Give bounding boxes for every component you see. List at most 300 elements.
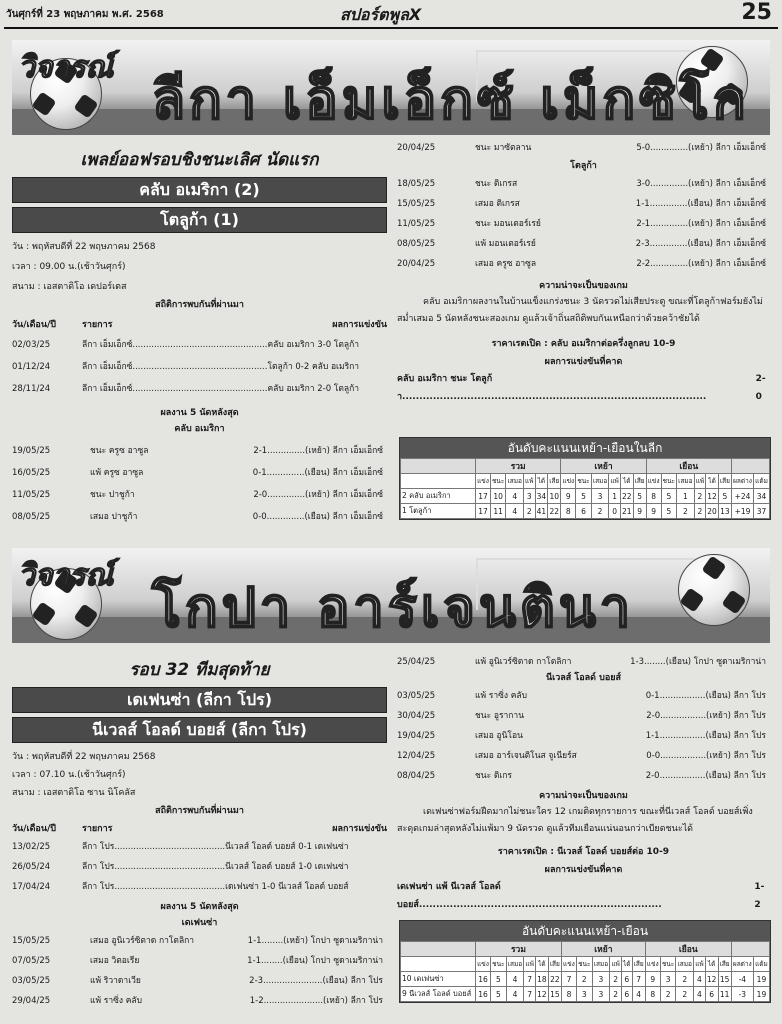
standings-table — [399, 920, 771, 1003]
form-score: 0-1..............(เยือน) ลีกา เอ็มเอ็กซ์ — [252, 468, 383, 478]
standings-cell: 9 — [646, 504, 661, 519]
standings-cell: 0 — [609, 504, 621, 519]
form-score: 1-1........(เยือน) โกปา ซูดาเมริกาน่า — [247, 956, 383, 966]
standings-cell: 2 — [610, 987, 622, 1002]
section2-left-column — [12, 656, 387, 1009]
h2h-row — [12, 381, 387, 397]
form-opponent: เสมอ อาร์เจนติโนส จูเนียร์ส — [475, 751, 577, 761]
form-opponent: เสมอ ติเกรส — [475, 199, 520, 209]
standings-cell: +19 — [731, 504, 753, 519]
standings-cell: 2 — [694, 504, 706, 519]
sub-header: แพ้ — [609, 474, 621, 489]
sub-header: เสมอ — [591, 474, 609, 489]
prediction-text: เดเฟนซ่า แพ้ นีเวลส์ โอลด์ บอยส์....................................................................... — [397, 882, 662, 910]
h2h-text: ลีกา เอ็มเอ็กซ์..................................................คลับ อเมริกา 2-0 โตลูก้า — [82, 384, 360, 394]
standings-table — [399, 437, 771, 520]
form-opponent: เสมอ วิตอเรีย — [90, 956, 140, 966]
standings-cell: 17 — [476, 489, 491, 504]
sub-header: แข่ง — [561, 957, 576, 972]
standings-cell: 1 — [677, 489, 695, 504]
sub-header: เสีย — [718, 957, 731, 972]
predict-title: ผลการแข่งขันที่คาด — [544, 357, 623, 367]
standings-row — [401, 972, 770, 987]
form-score: 1-1..............(เยือน) ลีกา เอ็มเอ็กซ์ — [635, 199, 766, 209]
form-row — [12, 973, 387, 989]
blank-cell — [731, 459, 769, 474]
form-score: 2-0..............(เหย้า) ลีกา เอ็มเอ็กซ์ — [253, 490, 383, 500]
form-row — [12, 487, 387, 503]
match-round: รอบ 32 ทีมสุดท้าย — [129, 660, 270, 680]
h2h-text: ลีกา โปร.........................................นีเวลส์ โอลด์ บอยส์ 0-1 เดเฟนซ่า — [82, 842, 349, 852]
standings-cell: 5 — [718, 489, 731, 504]
match-day: วัน : พฤหัสบดีที่ 22 พฤษภาคม 2568 — [12, 752, 156, 762]
sub-header: ชนะ — [490, 474, 506, 489]
form-opponent: แพ้ มอนเตอร์เรย์ — [475, 239, 536, 249]
form-score: 2-0.................(เหย้า) ลีกา โปร — [646, 711, 766, 721]
standings-cell: 20 — [706, 504, 719, 519]
team1-form-title: เดเฟนซ่า — [181, 918, 218, 928]
h2h-row — [12, 859, 387, 875]
form-date: 15/05/25 — [12, 936, 51, 946]
standings-cell: 19 — [753, 987, 769, 1002]
standings-cell: +24 — [731, 489, 753, 504]
match-round: เพลย์ออฟรอบชิงชนะเลิศ นัดแรก — [80, 150, 319, 170]
standings-cell: 4 — [506, 987, 524, 1002]
standings-cell: 22 — [548, 972, 561, 987]
section1-right-column — [397, 140, 770, 406]
form-opponent: เสมอ ครูซ อาซูล — [475, 259, 537, 269]
form-opponent: ชนะ อูรากาน — [475, 711, 525, 721]
stadium: สนาม : เอสตาดิโอ เดปอร์เตส — [12, 282, 127, 292]
form-date: 19/05/25 — [12, 446, 51, 456]
standings-title: อันดับคะแนนเหย้า-เยือน — [400, 921, 770, 941]
section-title: โกปา อาร์เจนตินา — [152, 576, 635, 639]
form-opponent: แพ้ ราซิ่ง คลับ — [475, 691, 528, 701]
sub-header: แข่ง — [476, 957, 491, 972]
sub-header: เสมอ — [676, 957, 694, 972]
section1-banner — [12, 40, 770, 135]
form-date: 20/04/25 — [397, 259, 436, 269]
header-rule — [4, 27, 778, 29]
stadium: สนาม : เอสตาดิโอ ซาน นิโคลัส — [12, 788, 136, 798]
form-row — [12, 993, 387, 1009]
h2h-col-date: วัน/เดือน/ปี — [12, 320, 56, 330]
standings-cell: 7 — [524, 987, 536, 1002]
form-row — [12, 953, 387, 969]
form-opponent: เสมอ อูนิโอน — [475, 731, 523, 741]
standings-cell: 4 — [506, 489, 524, 504]
standings-cell: 17 — [476, 504, 491, 519]
h2h-date: 02/03/25 — [12, 340, 51, 350]
form-date: 11/05/25 — [397, 219, 436, 229]
form-date: 30/04/25 — [397, 711, 436, 721]
h2h-row — [12, 359, 387, 375]
form-opponent: แพ้ ราซิ่ง คลับ — [90, 996, 143, 1006]
h2h-row — [12, 337, 387, 353]
section2-right-column — [397, 654, 770, 914]
form-date: 08/04/25 — [397, 771, 436, 781]
standings-cell: 10 — [548, 489, 561, 504]
standings-cell: 2 — [591, 504, 609, 519]
standings-cell: 11 — [490, 504, 506, 519]
standings-row — [401, 504, 770, 519]
section-kicker: วิจารณ์ — [18, 50, 114, 85]
h2h-text: ลีกา โปร.........................................นีเวลส์ โอลด์ บอยส์ 1-0 เดเฟนซ่า — [82, 862, 349, 872]
form-date: 03/05/25 — [397, 691, 436, 701]
standings-cell: 5 — [576, 489, 592, 504]
form-score: 0-0..............(เยือน) ลีกา เอ็มเอ็กซ์ — [252, 512, 383, 522]
group-total: รวม — [476, 942, 562, 957]
h2h-col-item: รายการ — [82, 824, 113, 834]
last5-title: ผลงาน 5 นัดหลังสุด — [160, 902, 239, 912]
sub-header: ได้ — [620, 474, 633, 489]
standings-cell: 2 — [660, 987, 676, 1002]
form-date: 08/05/25 — [397, 239, 436, 249]
form-score: 2-3......................(เยือน) ลีกา โปร — [249, 976, 383, 986]
last5-title: ผลงาน 5 นัดหลังสุด — [160, 408, 239, 418]
standings-team: 10 เดเฟนซ่า — [401, 972, 476, 987]
form-score: 2-1..............(เหย้า) ลีกา เอ็มเอ็กซ์ — [636, 219, 766, 229]
form-date: 16/05/25 — [12, 468, 51, 478]
away-team-bar: โตลูก้า (1) — [12, 207, 387, 233]
standings-cell: 21 — [620, 504, 633, 519]
standings-cell: 5 — [661, 504, 677, 519]
sub-header: เสมอ — [506, 957, 524, 972]
match-day: วัน : พฤหัสบดีที่ 22 พฤษภาคม 2568 — [12, 242, 156, 252]
kickoff-time: เวลา : 07.10 น.(เช้าวันศุกร์) — [12, 770, 126, 780]
sub-header: แข่ง — [561, 474, 576, 489]
h2h-header — [12, 317, 387, 333]
form-score: 0-1.................(เยือน) ลีกา โปร — [645, 691, 766, 701]
standings-cell: 10 — [490, 489, 506, 504]
standings-cell: 3 — [523, 489, 535, 504]
standings-subheader — [401, 957, 770, 972]
form-row — [397, 196, 770, 212]
standings-cell: 5 — [661, 489, 677, 504]
h2h-col-item: รายการ — [82, 320, 113, 330]
form-opponent: ชนะ ปาชูก้า — [90, 490, 135, 500]
standings-cell: 7 — [524, 972, 536, 987]
standings-cell: 3 — [660, 972, 676, 987]
standings-cell: 22 — [548, 504, 561, 519]
standings-cell: 8 — [645, 987, 660, 1002]
standings-cell: 3 — [576, 987, 592, 1002]
home-team-bar: คลับ อเมริกา (2) — [12, 177, 387, 203]
form-opponent: ชนะ ติเกรส — [475, 179, 518, 189]
h2h-text: ลีกา เอ็มเอ็กซ์..................................................คลับ อเมริกา 3-0 โตลูก้า — [82, 340, 360, 350]
standings-team: 2 คลับ อเมริกา — [401, 489, 476, 504]
standings-cell: 12 — [535, 987, 548, 1002]
form-row — [397, 140, 770, 156]
h2h-title: สถิติการพบกันที่ผ่านมา — [155, 806, 244, 816]
form-row — [397, 728, 770, 744]
prediction-score: 2-0 — [755, 374, 766, 402]
sub-header: ได้ — [621, 957, 632, 972]
sub-header: เสีย — [718, 474, 731, 489]
section-title: ลีกา เอ็มเอ็กซ์ เม็กซิโก — [152, 68, 750, 131]
h2h-row — [12, 879, 387, 895]
form-date: 08/05/25 — [12, 512, 51, 522]
sub-header: ผลต่าง — [731, 474, 753, 489]
sub-header: แพ้ — [694, 474, 706, 489]
blank-cell — [401, 957, 476, 972]
form-date: 07/05/25 — [12, 956, 51, 966]
sub-header: เสมอ — [592, 957, 610, 972]
form-opponent: ชนะ ครูซ อาซูล — [90, 446, 149, 456]
opening-odds: ราคาเรตเปิด : นีเวลส์ โอลด์ บอยส์ต่อ 10-9 — [497, 847, 670, 857]
form-row — [397, 768, 770, 784]
group-total: รวม — [476, 459, 561, 474]
standings-cell: 2 — [694, 489, 706, 504]
standings-cell: 2 — [676, 987, 694, 1002]
standings-cell: 6 — [705, 987, 718, 1002]
group-away: เยือน — [645, 942, 731, 957]
form-row — [397, 708, 770, 724]
standings-cell: 22 — [620, 489, 633, 504]
standings-cell: 41 — [535, 504, 548, 519]
team2-form-title: นีเวลส์ โอลด์ บอยส์ — [545, 673, 622, 683]
standings-cell: 9 — [561, 489, 576, 504]
sub-header: ชนะ — [576, 474, 592, 489]
form-score: 1-2......................(เหย้า) ลีกา โปร — [249, 996, 383, 1006]
standings-cell: 34 — [535, 489, 548, 504]
standings-title: อันดับคะแนนเหย้า-เยือนในลีก — [400, 438, 770, 458]
form-row — [12, 443, 387, 459]
group-away: เยือน — [646, 459, 731, 474]
opening-odds: ราคาเรตเปิด : คลับ อเมริกาต่อครึ่งลูกลบ 10-9 — [491, 339, 676, 349]
standings-cell: 4 — [694, 972, 706, 987]
standings-cell: 1 — [609, 489, 621, 504]
section-kicker: วิจารณ์ — [18, 558, 114, 593]
blank-cell — [731, 942, 769, 957]
standings-cell: 19 — [753, 972, 769, 987]
form-opponent: แพ้ ริวาดาเวีย — [90, 976, 141, 986]
h2h-title: สถิติการพบกันที่ผ่านมา — [155, 300, 244, 310]
sub-header: ได้ — [535, 474, 548, 489]
standings-cell: 7 — [632, 972, 645, 987]
home-team-bar: เดเฟนซ่า (ลีกา โปร) — [12, 687, 387, 713]
standings-cell: 2 — [610, 972, 622, 987]
page-header — [0, 0, 782, 30]
form-score: 2-0.................(เยือน) ลีกา โปร — [645, 771, 766, 781]
standings-cell: 3 — [592, 987, 610, 1002]
prediction — [397, 370, 770, 406]
football-icon — [678, 554, 750, 626]
sub-header: แต้ม — [753, 957, 769, 972]
standings-cell: 37 — [754, 504, 770, 519]
form-row — [397, 256, 770, 272]
standings-cell: 12 — [705, 972, 718, 987]
standings-cell: 7 — [561, 972, 576, 987]
form-row — [397, 176, 770, 192]
standings-subheader — [401, 474, 770, 489]
sub-header: ได้ — [706, 474, 719, 489]
form-opponent: ชนะ มอนเตอร์เรย์ — [475, 219, 541, 229]
blank-cell — [401, 942, 476, 957]
standings-cell: 12 — [706, 489, 719, 504]
sub-header: แต้ม — [754, 474, 770, 489]
standings-row — [401, 987, 770, 1002]
publication-logo: สปอร์ตพูลX — [340, 5, 422, 24]
sub-header: ชนะ — [576, 957, 592, 972]
standings-grid — [400, 458, 770, 519]
standings-cell: 13 — [718, 504, 731, 519]
group-home: เหย้า — [561, 459, 646, 474]
standings-team: 9 นีเวลส์ โอลด์ บอยส์ — [401, 987, 476, 1002]
standings-row — [401, 489, 770, 504]
standings-cell: 8 — [561, 504, 576, 519]
h2h-date: 28/11/24 — [12, 384, 51, 394]
h2h-col-result: ผลการแข่งขัน — [332, 320, 387, 330]
likely-text: คลับ อเมริกาผลงานในบ้านแข็งแกร่งชนะ 3 นัดรวดไม่เสียประตู ขณะที่โตลูก้าฟอร์มยังไม่สม่ำเสมอ 5 นัดหลังชนะสองเกม ดูแล้วเจ้าถิ่นสถิติพบกันเหนือกว่าด้วยคว้าชัยได้ — [397, 297, 763, 324]
form-date: 20/04/25 — [397, 143, 436, 153]
blank-cell — [401, 474, 476, 489]
h2h-col-result: ผลการแข่งขัน — [332, 824, 387, 834]
form-score: 1-1.................(เยือน) ลีกา โปร — [645, 731, 766, 741]
form-opponent: แพ้ อูนิเวร์ซิตาด กาโตลิกา — [475, 657, 572, 667]
form-score: 2-3..............(เยือน) ลีกา เอ็มเอ็กซ์ — [635, 239, 766, 249]
standings-cell: 2 — [676, 972, 694, 987]
form-date: 12/04/25 — [397, 751, 436, 761]
sub-header: แพ้ — [694, 957, 706, 972]
standings-cell: 8 — [561, 987, 576, 1002]
form-opponent: เสมอ อูนิเวร์ซิตาด กาโตลิกา — [90, 936, 195, 946]
standings-cell: 15 — [718, 972, 731, 987]
form-row — [397, 236, 770, 252]
form-opponent: ชนะ ติเกร — [475, 771, 512, 781]
form-score: 3-0..............(เหย้า) ลีกา เอ็มเอ็กซ์ — [636, 179, 766, 189]
form-date: 03/05/25 — [12, 976, 51, 986]
team2-form-title: โตลูก้า — [570, 161, 597, 171]
standings-cell: 3 — [592, 972, 610, 987]
h2h-col-date: วัน/เดือน/ปี — [12, 824, 56, 834]
sub-header: แข่ง — [476, 474, 491, 489]
form-score: 1-1........(เหย้า) โกปา ซูดาเมริกาน่า — [247, 936, 383, 946]
standings-cell: 18 — [535, 972, 548, 987]
standings-cell: 15 — [548, 987, 561, 1002]
standings-cell: 5 — [633, 489, 646, 504]
page-number: 25 — [741, 0, 772, 25]
h2h-date: 17/04/24 — [12, 882, 51, 892]
h2h-text: ลีกา โปร.........................................เดเฟนซ่า 1-0 นีเวลส์ โอลด์ บอยส์ — [82, 882, 349, 892]
sub-header: แพ้ — [523, 474, 535, 489]
form-opponent: ชนะ มาซัตลาน — [475, 143, 532, 153]
sub-header: แข่ง — [645, 957, 660, 972]
form-row — [12, 933, 387, 949]
standings-cell: -4 — [731, 972, 753, 987]
form-row — [397, 688, 770, 704]
section1-left-column — [12, 146, 387, 525]
sub-header: แพ้ — [610, 957, 622, 972]
standings-cell: 5 — [491, 972, 507, 987]
form-opponent: เสมอ ปาชูก้า — [90, 512, 138, 522]
likely-title: ความน่าจะเป็นของเกม — [539, 791, 628, 801]
sub-header: เสมอ — [677, 474, 695, 489]
sub-header: ได้ — [535, 957, 548, 972]
sub-header: เสีย — [548, 474, 561, 489]
standings-cell: 8 — [646, 489, 661, 504]
standings-cell: 6 — [621, 972, 632, 987]
sub-header: ชนะ — [661, 474, 677, 489]
prediction-score: 1-2 — [754, 882, 765, 910]
form-date: 11/05/25 — [12, 490, 51, 500]
standings-cell: 4 — [694, 987, 706, 1002]
h2h-date: 26/05/24 — [12, 862, 51, 872]
form-score: 1-3........(เยือน) โกปา ซูดาเมริกาน่า — [630, 657, 766, 667]
standings-cell: -3 — [731, 987, 753, 1002]
form-row — [12, 509, 387, 525]
form-score: 2-1..............(เหย้า) ลีกา เอ็มเอ็กซ์ — [253, 446, 383, 456]
form-date: 18/05/25 — [397, 179, 436, 189]
form-score: 2-2..............(เหย้า) ลีกา เอ็มเอ็กซ์ — [636, 259, 766, 269]
prediction-text: คลับ อเมริกา ชนะ โตลูก้า......................................................................................... — [397, 374, 707, 402]
form-row — [397, 654, 770, 670]
h2h-header — [12, 821, 387, 837]
blank-cell — [401, 459, 476, 474]
group-home: เหย้า — [561, 942, 645, 957]
h2h-date: 01/12/24 — [12, 362, 51, 372]
likely-text: เดเฟนซ่าฟอร์มฝืดมากไม่ชนะใคร 12 เกมติดทุกรายการ ขณะที่นีเวลส์ โอลด์ บอยส์เพิ่งสะดุดเกมล่าสุดหลังไม่แพ้มา 9 นัดรวด ดูแล้วทีมเยือนแน่นอนกว่าเบียดชนะได้ — [397, 807, 753, 834]
standings-cell: 16 — [476, 972, 491, 987]
form-score: 0-0.................(เหย้า) ลีกา โปร — [646, 751, 766, 761]
sub-header: ผลต่าง — [731, 957, 753, 972]
form-row — [397, 748, 770, 764]
sub-header: เสีย — [548, 957, 561, 972]
form-date: 25/04/25 — [397, 657, 436, 667]
prediction — [397, 878, 770, 914]
away-team-bar: นีเวลส์ โอลด์ บอยส์ (ลีกา โปร) — [12, 717, 387, 743]
section2-banner — [12, 548, 770, 643]
form-row — [397, 216, 770, 232]
standings-grid — [400, 941, 770, 1002]
h2h-date: 13/02/25 — [12, 842, 51, 852]
sub-header: แพ้ — [524, 957, 536, 972]
sub-header: ได้ — [705, 957, 718, 972]
standings-cell: 34 — [754, 489, 770, 504]
sub-header: แข่ง — [646, 474, 661, 489]
form-row — [12, 465, 387, 481]
standings-cell: 4 — [506, 504, 524, 519]
kickoff-time: เวลา : 09.00 น.(เช้าวันศุกร์) — [12, 262, 126, 272]
likely-title: ความน่าจะเป็นของเกม — [539, 281, 628, 291]
standings-cell: 6 — [621, 987, 632, 1002]
standings-cell: 11 — [718, 987, 731, 1002]
h2h-row — [12, 839, 387, 855]
form-date: 19/04/25 — [397, 731, 436, 741]
sub-header: เสีย — [633, 474, 646, 489]
standings-cell: 4 — [632, 987, 645, 1002]
sub-header: เสมอ — [506, 474, 524, 489]
form-date: 15/05/25 — [397, 199, 436, 209]
standings-cell: 9 — [645, 972, 660, 987]
standings-team: 1 โตลูก้า — [401, 504, 476, 519]
standings-cell: 4 — [506, 972, 524, 987]
predict-title: ผลการแข่งขันที่คาด — [544, 865, 623, 875]
standings-cell: 2 — [677, 504, 695, 519]
standings-cell: 3 — [591, 489, 609, 504]
standings-cell: 5 — [491, 987, 507, 1002]
h2h-text: ลีกา เอ็มเอ็กซ์..................................................โตลูก้า 0-2 คลับ อเมริกา — [82, 362, 360, 372]
team1-form-title: คลับ อเมริกา — [174, 424, 225, 434]
sub-header: เสีย — [632, 957, 645, 972]
sub-header: ชนะ — [660, 957, 676, 972]
standings-cell: 2 — [576, 972, 592, 987]
form-opponent: แพ้ ครูซ อาซูล — [90, 468, 144, 478]
form-date: 29/04/25 — [12, 996, 51, 1006]
issue-date: วันศุกร์ที่ 23 พฤษภาคม พ.ศ. 2568 — [6, 9, 164, 20]
standings-cell: 6 — [576, 504, 592, 519]
standings-cell: 16 — [476, 987, 491, 1002]
